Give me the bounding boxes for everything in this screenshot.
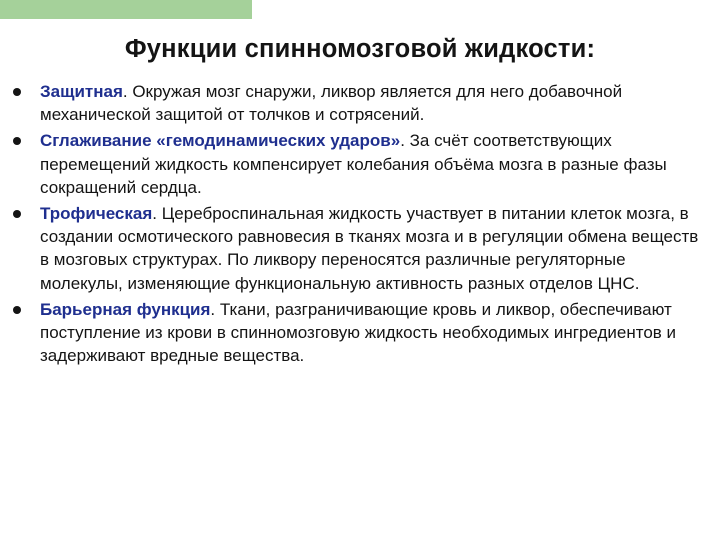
bullet-item-protective (0, 80, 720, 126)
bullet-item-barrier (0, 298, 720, 368)
bullet-dot-icon (13, 88, 21, 96)
bullet-term: Сглаживание «гемодинамических ударов» (40, 131, 401, 151)
bullet-text: . Окружая мозг снаружи, ликвор является для него добавочной механической защитой от толчков и сотрясений. (40, 82, 623, 125)
accent-bar (0, 0, 252, 19)
bullet-text: . Ткани, разграничивающие кровь и ликвор, обеспечивают поступление из крови в спинномозговую жидкость необходимых ингредиентов и задерживают вредные вещества. (40, 299, 677, 366)
bullet-item-smoothing (0, 129, 720, 199)
bullet-dot-icon (13, 306, 21, 314)
bullet-term: Защитная (40, 82, 123, 101)
bullet-term: Трофическая (40, 204, 153, 224)
slide-title: Функции спинномозговой жидкости: (124, 35, 596, 63)
bullet-item-trophic (0, 202, 720, 295)
bullet-text: . Цереброспинальная жидкость участвует в питании клеток мозга, в создании осмотического равновесия в тканях мозга и в регуляции обмена веществ в мозговых структурах. По ликвору переносятся различные регуляторные молекулы, изменяющие функциональную активность разных отделов ЦНС. (40, 204, 699, 293)
bullet-list (0, 80, 720, 370)
bullet-dot-icon (13, 210, 21, 218)
bullet-dot-icon (13, 137, 21, 145)
bullet-term: Барьерная функция (40, 299, 211, 319)
bullet-text: . За счёт соответствующих перемещений жидкость компенсирует колебания объёма мозга в разные фазы сокращений сердца. (40, 131, 667, 197)
